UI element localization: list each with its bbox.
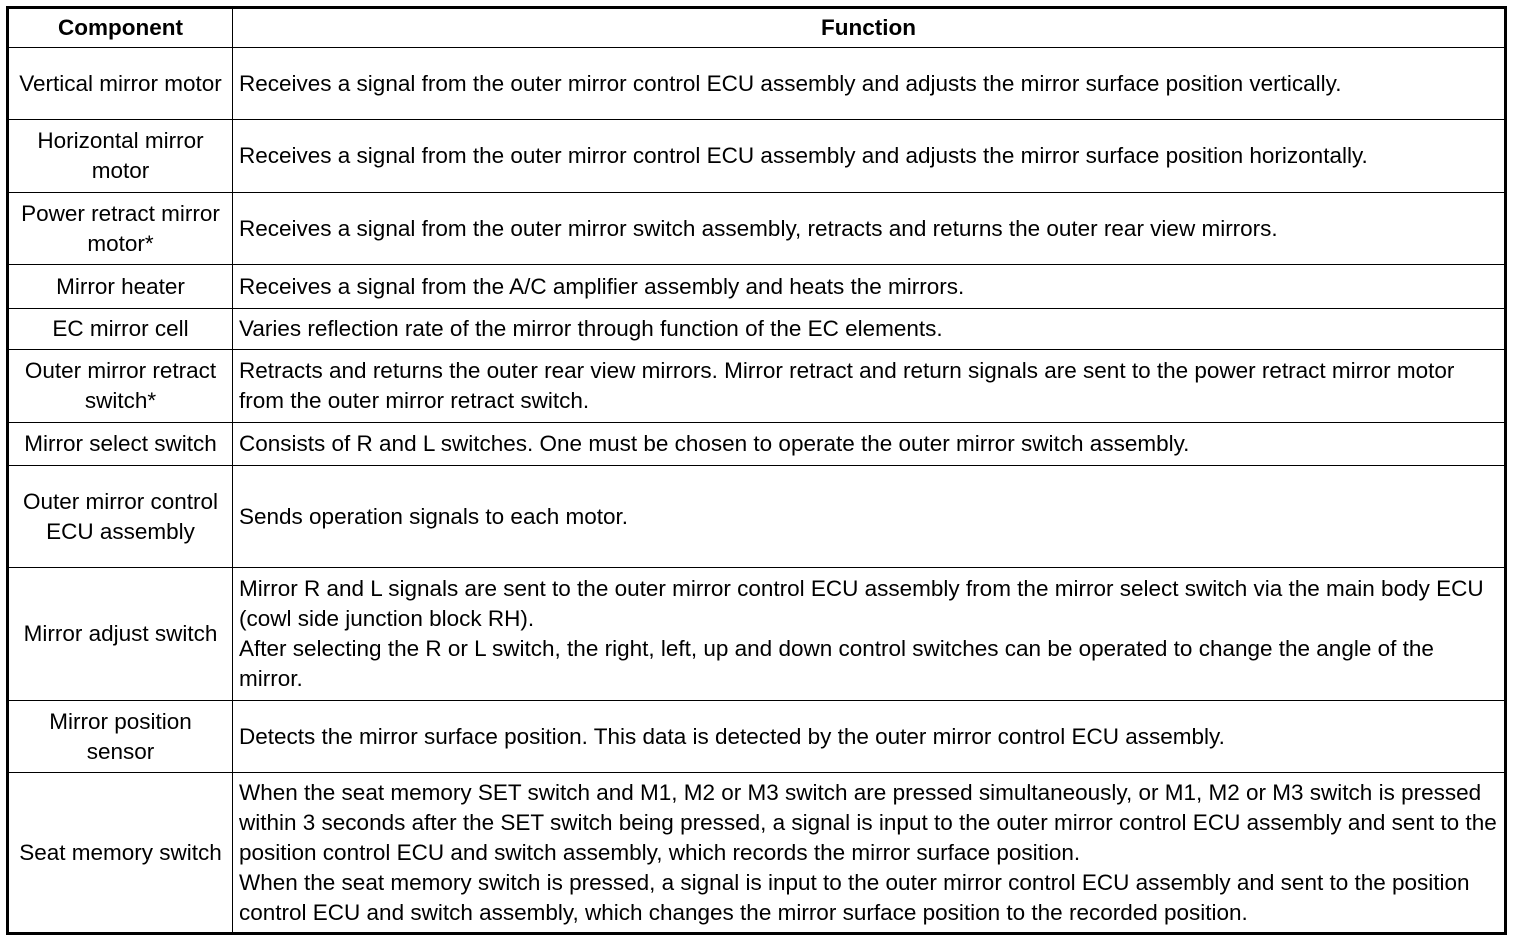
component-cell: Power retract mirror motor* [8, 193, 233, 265]
function-cell [233, 423, 1506, 466]
function-cell [233, 466, 1506, 568]
function-cell [233, 265, 1506, 309]
function-text: After selecting the R or L switch, the right, left, up and down control switches can be operated to change the angle of the mirror. [239, 636, 1434, 691]
component-cell: Horizontal mirror motor [8, 120, 233, 193]
component-cell: Vertical mirror motor [8, 48, 233, 120]
function-text: Receives a signal from the outer mirror control ECU assembly and adjusts the mirror surface position vertically. [239, 70, 1342, 96]
function-cell [233, 350, 1506, 423]
table-row [8, 309, 1506, 350]
function-text: Varies reflection rate of the mirror through function of the EC elements. [239, 316, 943, 341]
table-row [8, 773, 1506, 934]
header-function: Function [233, 8, 1506, 48]
function-cell [233, 120, 1506, 193]
function-cell [233, 309, 1506, 350]
function-text: Mirror R and L signals are sent to the outer mirror control ECU assembly from the mirror select switch via the main body ECU (cowl side junction block RH). [239, 576, 1484, 631]
header-row [8, 8, 1506, 48]
function-cell [233, 773, 1506, 934]
component-cell: Mirror select switch [8, 423, 233, 466]
function-text: When the seat memory switch is pressed, a signal is input to the outer mirror control ECU assembly and sent to the position control ECU and switch assembly, which changes the mirror surface position to the recorded position. [239, 869, 1470, 925]
function-text: Receives a signal from the A/C amplifier assembly and heats the mirrors. [239, 273, 965, 299]
component-cell: EC mirror cell [8, 309, 233, 350]
function-cell [233, 48, 1506, 120]
function-cell [233, 568, 1506, 701]
header-component: Component [8, 8, 233, 48]
table-row [8, 568, 1506, 701]
table-row [8, 48, 1506, 120]
table-row [8, 193, 1506, 265]
function-text: Retracts and returns the outer rear view mirrors. Mirror retract and return signals are sent to the power retract mirror motor from the outer mirror retract switch. [239, 358, 1455, 413]
function-text: Sends operation signals to each motor. [239, 503, 628, 529]
component-function-table [6, 6, 1507, 935]
table-row [8, 466, 1506, 568]
function-cell [233, 193, 1506, 265]
component-cell: Outer mirror retract switch* [8, 350, 233, 423]
component-cell: Seat memory switch [8, 773, 233, 934]
table-row [8, 701, 1506, 773]
component-cell: Mirror position sensor [8, 701, 233, 773]
function-text: Receives a signal from the outer mirror control ECU assembly and adjusts the mirror surface position horizontally. [239, 143, 1368, 168]
function-text: When the seat memory SET switch and M1, M2 or M3 switch are pressed simultaneously, or M1, M2 or M3 switch is pressed within 3 seconds after the SET switch being pressed, a signal is input to the outer mirror control ECU assembly and sent to the position control ECU and switch assembly, which records the mirror surface position. [239, 779, 1497, 865]
function-cell [233, 701, 1506, 773]
function-text: Receives a signal from the outer mirror switch assembly, retracts and returns the outer rear view mirrors. [239, 215, 1278, 241]
function-text: Detects the mirror surface position. This data is detected by the outer mirror control ECU assembly. [239, 723, 1225, 749]
function-text: Consists of R and L switches. One must be chosen to operate the outer mirror switch assembly. [239, 431, 1190, 456]
table-row [8, 423, 1506, 466]
component-cell: Mirror heater [8, 265, 233, 309]
component-cell: Outer mirror control ECU assembly [8, 466, 233, 568]
table-row [8, 120, 1506, 193]
table-row [8, 350, 1506, 423]
component-cell: Mirror adjust switch [8, 568, 233, 701]
table-row [8, 265, 1506, 309]
